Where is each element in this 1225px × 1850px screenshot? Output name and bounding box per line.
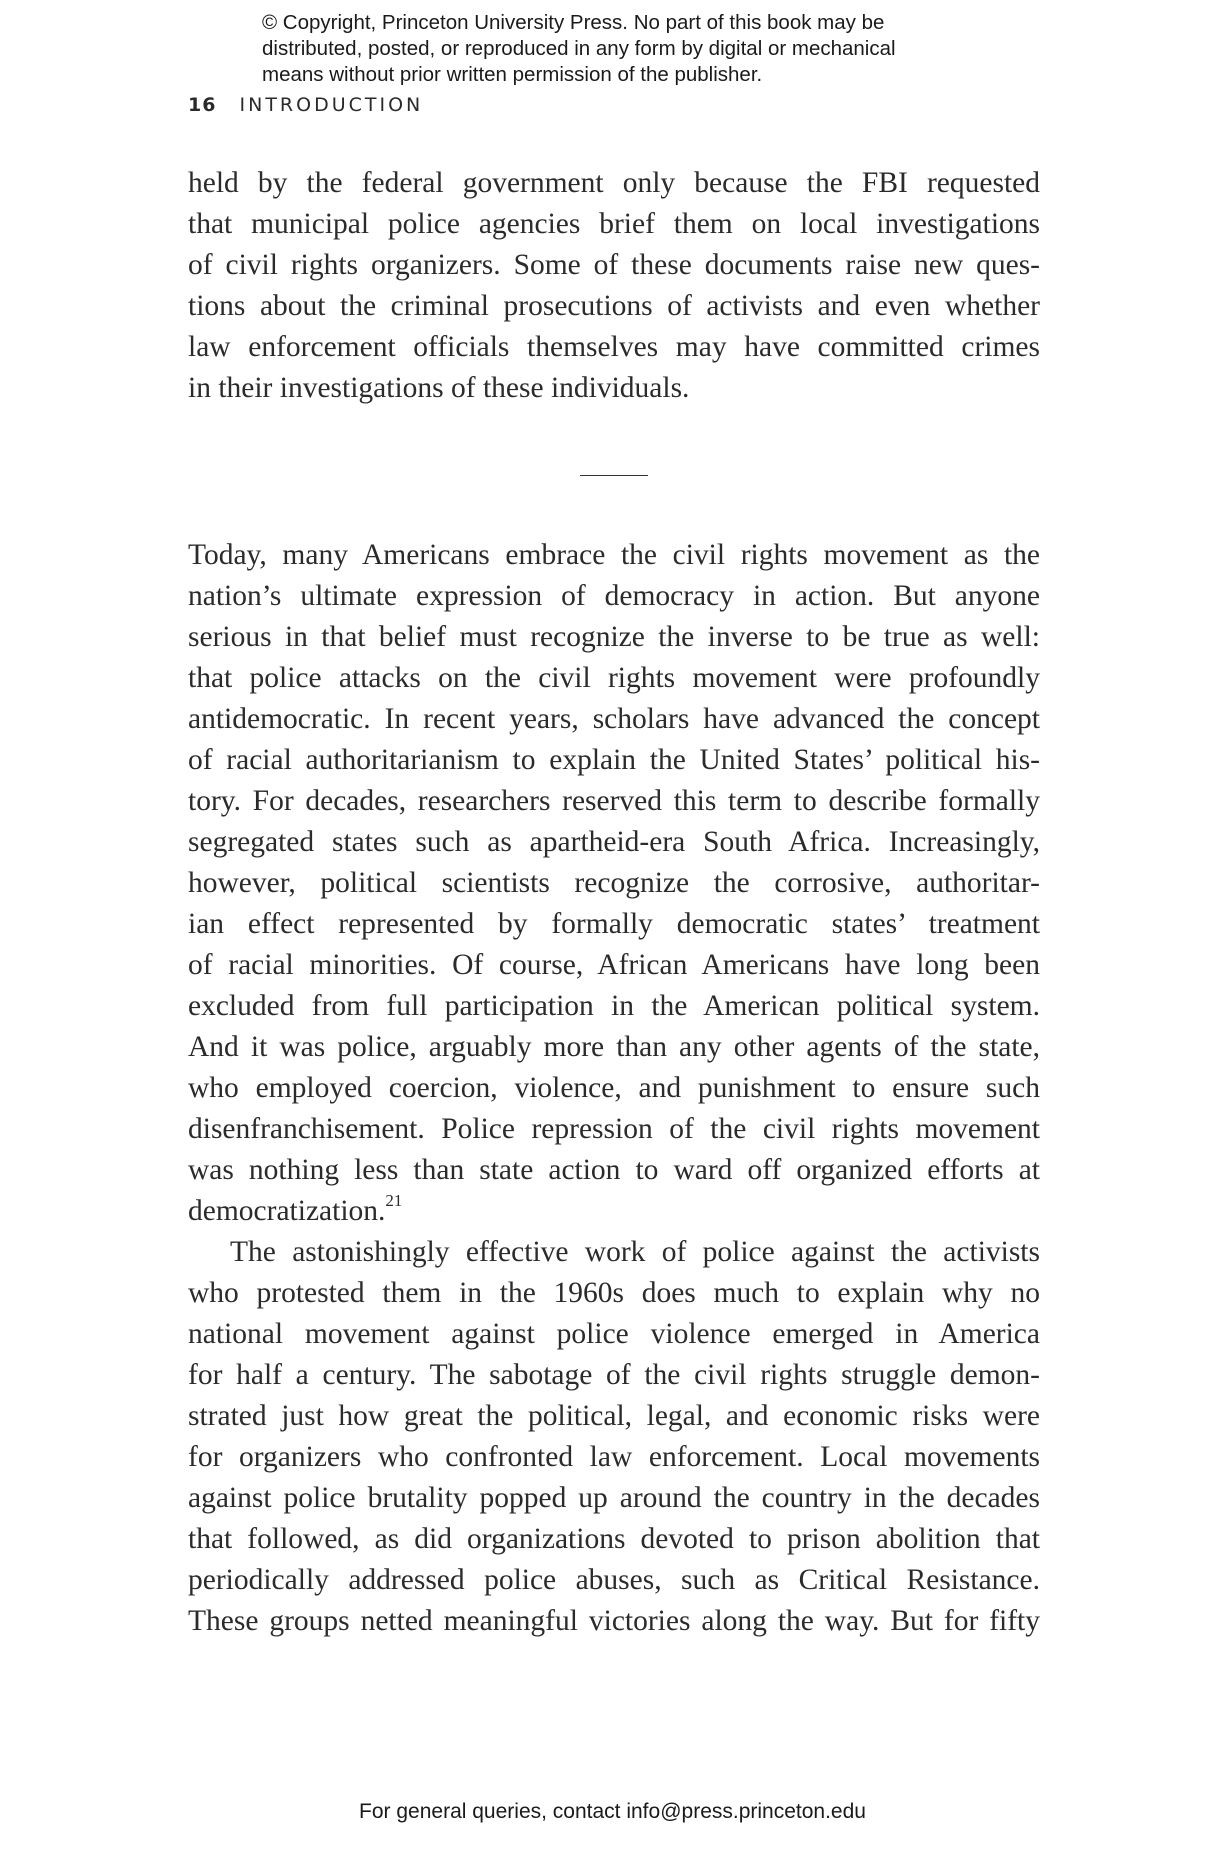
text-line: of racial minorities. Of course, African Americans have long been — [188, 949, 1040, 981]
text-line: was nothing less than state action to ward off organized efforts at — [188, 1154, 1040, 1186]
text-line: who employed coercion, violence, and punishment to ensure such — [188, 1072, 1040, 1104]
text-line-content: democratization. — [188, 1195, 386, 1227]
text-line: antidemocratic. In recent years, scholars have advanced the concept — [188, 703, 1040, 735]
text-line: of civil rights organizers. Some of these documents raise new ques- — [188, 249, 1040, 281]
text-line: law enforcement officials themselves may have committed crimes — [188, 331, 1040, 363]
text-line: in their investigations of these individuals. — [188, 372, 690, 404]
copyright-line: © Copyright, Princeton University Press. No part of this book may be — [262, 11, 885, 34]
text-line: ian effect represented by formally democratic states’ treatment — [188, 908, 1040, 940]
paragraph-1 — [188, 163, 1040, 409]
text-line: Today, many Americans embrace the civil rights movement as the — [188, 539, 1040, 571]
text-line — [188, 1191, 1040, 1232]
text-line: tory. For decades, researchers reserved this term to describe formally — [188, 785, 1040, 817]
text-line: held by the federal government only because the FBI requested — [188, 167, 1040, 199]
text-line: for organizers who confronted law enforcement. Local movements — [188, 1441, 1040, 1473]
copyright-line: distributed, posted, or reproduced in any form by digital or mechanical — [262, 37, 896, 60]
copyright-line: means without prior written permission of the publisher. — [262, 63, 763, 86]
copyright-notice — [262, 10, 1022, 88]
paragraph-3 — [188, 1232, 1040, 1642]
running-head-section: INTRODUCTION — [239, 94, 424, 116]
text-line: serious in that belief must recognize the inverse to be true as well: — [188, 621, 1040, 653]
text-line: strated just how great the political, legal, and economic risks were — [188, 1400, 1040, 1432]
section-break-rule — [580, 475, 648, 476]
footer-contact: For general queries, contact info@press.princeton.edu — [359, 1800, 866, 1823]
text-line: segregated states such as apartheid-era South Africa. Increasingly, — [188, 826, 1040, 858]
text-line: national movement against police violence emerged in America — [188, 1318, 1040, 1350]
text-line: however, political scientists recognize the corrosive, authoritar- — [188, 867, 1040, 899]
running-head — [188, 94, 423, 116]
text-line: that municipal police agencies brief them on local investigations — [188, 208, 1040, 240]
text-line: nation’s ultimate expression of democracy in action. But anyone — [188, 580, 1040, 612]
footnote-ref: 21 — [385, 1191, 403, 1210]
text-line: tions about the criminal prosecutions of activists and even whether — [188, 290, 1040, 322]
text-line: that followed, as did organizations devoted to prison abolition that — [188, 1523, 1040, 1555]
page-number: 16 — [188, 94, 217, 116]
text-line: against police brutality popped up around the country in the decades — [188, 1482, 1040, 1514]
text-line: who protested them in the 1960s does much to explain why no — [188, 1277, 1040, 1309]
text-line: that police attacks on the civil rights movement were profoundly — [188, 662, 1040, 694]
text-line: The astonishingly effective work of police against the activists — [230, 1236, 1040, 1268]
text-line: These groups netted meaningful victories along the way. But for fifty — [188, 1605, 1040, 1637]
text-line: of racial authoritarianism to explain the United States’ political his- — [188, 744, 1040, 776]
text-line: periodically addressed police abuses, such as Critical Resistance. — [188, 1564, 1040, 1596]
text-line: excluded from full participation in the American political system. — [188, 990, 1040, 1022]
text-line: disenfranchisement. Police repression of the civil rights movement — [188, 1113, 1040, 1145]
text-line: for half a century. The sabotage of the civil rights struggle demon- — [188, 1359, 1040, 1391]
paragraph-2 — [188, 535, 1040, 1232]
text-line: And it was police, arguably more than any other agents of the state, — [188, 1031, 1040, 1063]
